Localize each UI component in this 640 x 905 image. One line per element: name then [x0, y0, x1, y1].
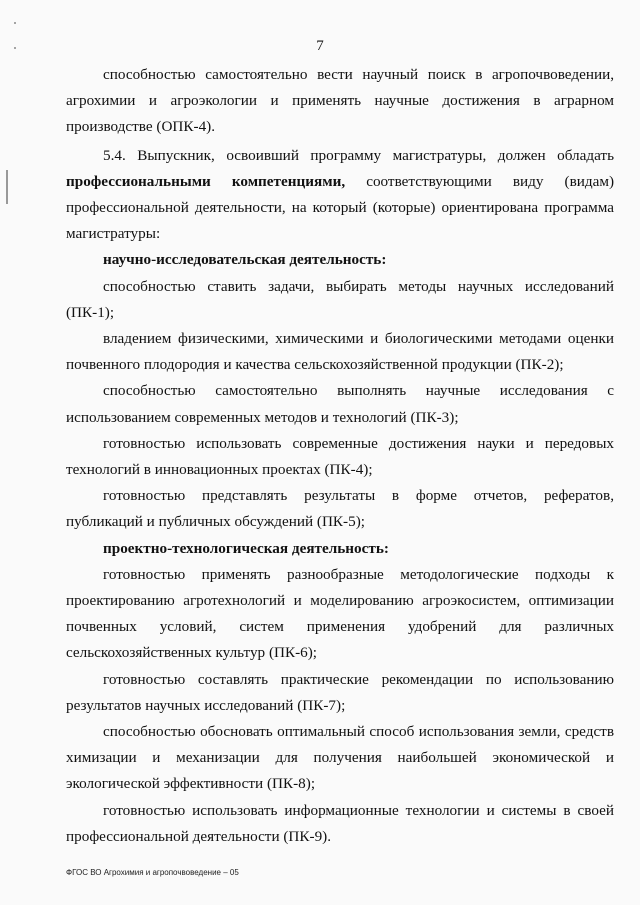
paragraph-5-4 — [66, 143, 614, 248]
scan-speck — [14, 22, 16, 24]
paragraph-pk9: готовностью использовать информационные технологии и системы в своей профессиональной деятельности (ПК-9). — [66, 801, 614, 845]
paragraph-5-4-lead: 5.4. Выпускник, освоивший программу магистратуры, должен обладать — [103, 146, 614, 164]
bold-term: профессиональными компетенциями, — [66, 172, 346, 190]
page-number: 7 — [316, 38, 324, 54]
paragraph-pk6: готовностью применять разнообразные методологические подходы к проектированию агротехнологий и моделированию агроэкосистем, оптимизации почвенных условий, систем применения удобрений для различных сельскохозяйственных культур (ПК-6); — [66, 565, 614, 662]
section-heading-design: проектно-технологическая деятельность: — [103, 539, 389, 557]
scan-margin-mark — [6, 170, 8, 204]
paragraph-5-4-tail: соответствующими виду (видам) профессиональной деятельности, на который (которые) ориентирована программа магистратуры: — [66, 172, 615, 243]
paragraph-pk5: готовностью представлять результаты в форме отчетов, рефератов, публикаций и публичных обсуждений (ПК-5); — [66, 487, 614, 531]
paragraph-pk3: способностью самостоятельно выполнять научные исследования с использованием современных методов и технологий (ПК-3); — [66, 382, 614, 426]
document-body — [66, 62, 614, 850]
paragraph-opk4: способностью самостоятельно вести научный поиск в агропочвоведении, агрохимии и агроэкологии и применять научные достижения в аграрном производстве (ОПК-4). — [66, 66, 614, 136]
paragraph-pk4: готовностью использовать современные достижения науки и передовых технологий в инновационных проектах (ПК-4); — [66, 434, 614, 479]
paragraph-pk2: владением физическими, химическими и биологическими методами оценки почвенного плодородия и качества сельскохозяйственной продукции (ПК-2); — [66, 330, 614, 374]
document-footer: ФГОС ВО Агрохимия и агропочвоведение – 05 — [66, 868, 239, 877]
paragraph-pk8: способностью обосновать оптимальный способ использования земли, средств химизации и механизации для получения наибольшей экономической и экологической эффективности (ПК-8); — [66, 723, 614, 793]
section-heading-research: научно-исследовательская деятельность: — [103, 251, 387, 269]
paragraph-pk7: готовностью составлять практические рекомендации по использованию результатов научных исследований (ПК-7); — [66, 670, 614, 714]
paragraph-pk1: способностью ставить задачи, выбирать методы научных исследований (ПК-1); — [66, 277, 614, 321]
